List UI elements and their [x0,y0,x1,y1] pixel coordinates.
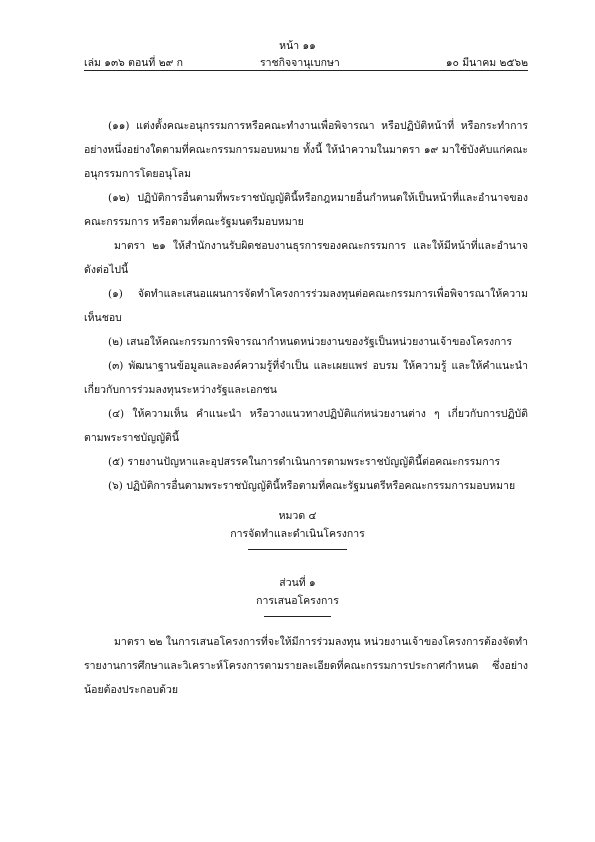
paragraph-item-4: (๔) ให้ความเห็น คำแนะนำ หรือวางแนวทางปฏิบัติแก่หน่วยงานต่าง ๆ เกี่ยวกับการปฏิบัติตามพระราชบัญญัตินี้ [84,408,528,444]
chapter-title: การจัดทำและดำเนินโครงการ [230,528,365,540]
chapter-divider [248,549,347,550]
publication-name: ราชกิจจานุเบกษา [260,57,340,69]
chapter-label: หมวด ๔ [278,510,317,522]
part-divider [264,616,331,617]
paragraph-item-2: (๒) เสนอให้คณะกรรมการพิจารณากำหนดหน่วยงานของรัฐเป็นหน่วยงานเจ้าของโครงการ [108,336,512,348]
paragraph-section-22: มาตรา ๒๒ ในการเสนอโครงการที่จะให้มีการร่วมลงทุน หน่วยงานเจ้าของโครงการต้องจัดทำรายงานการศึกษาและวิเคราะห์โครงการตามรายละเอียดที่คณะกรรมการประกาศกำหนด ซึ่งอย่างน้อยต้องประกอบด้วย [84,636,528,696]
paragraph-item-6: (๖) ปฏิบัติการอื่นตามพระราชบัญญัตินี้หรือตามที่คณะรัฐมนตรีหรือคณะกรรมการมอบหมาย [108,480,516,492]
header-divider [84,70,528,71]
paragraph-item-12: (๑๒) ปฏิบัติการอื่นตามที่พระราชบัญญัตินี้หรือกฎหมายอื่นกำหนดให้เป็นหน้าที่และอำนาจของคณะกรรมการ หรือตามที่คณะรัฐมนตรีมอบหมาย [84,192,528,228]
publication-date: ๑๐ มีนาคม ๒๕๖๒ [445,57,528,69]
part-label: ส่วนที่ ๑ [279,577,316,589]
paragraph-item-1: (๑) จัดทำและเสนอแผนการจัดทำโครงการร่วมลงทุนต่อคณะกรรมการเพื่อพิจารณาให้ความเห็นชอบ [84,288,528,324]
page-number: หน้า ๑๑ [279,40,316,52]
paragraph-item-3: (๓) พัฒนาฐานข้อมูลและองค์ความรู้ที่จำเป็น และเผยแพร่ อบรม ให้ความรู้ และให้คำแนะนำเกี่ยวกับการร่วมลงทุนระหว่างรัฐและเอกชน [84,360,528,396]
paragraph-item-11: (๑๑) แต่งตั้งคณะอนุกรรมการหรือคณะทำงานเพื่อพิจารณา หรือปฏิบัติหน้าที่ หรือกระทำการอย่างหนึ่งอย่างใดตามที่คณะกรรมการมอบหมาย ทั้งนี้ ให้นำความในมาตรา ๑๙ มาใช้บังคับแก่คณะอนุกรรมการโดยอนุโลม [84,120,528,180]
volume-issue: เล่ม ๑๓๖ ตอนที่ ๒๙ ก [84,57,183,69]
running-header [84,54,528,68]
paragraph-item-5: (๕) รายงานปัญหาและอุปสรรคในการดำเนินการตามพระราชบัญญัตินี้ต่อคณะกรรมการ [108,456,501,468]
paragraph-section-21: มาตรา ๒๑ ให้สำนักงานรับผิดชอบงานธุรการของคณะกรรมการ และให้มีหน้าที่และอำนาจดังต่อไปนี้ [84,240,528,276]
part-title: การเสนอโครงการ [256,595,339,607]
